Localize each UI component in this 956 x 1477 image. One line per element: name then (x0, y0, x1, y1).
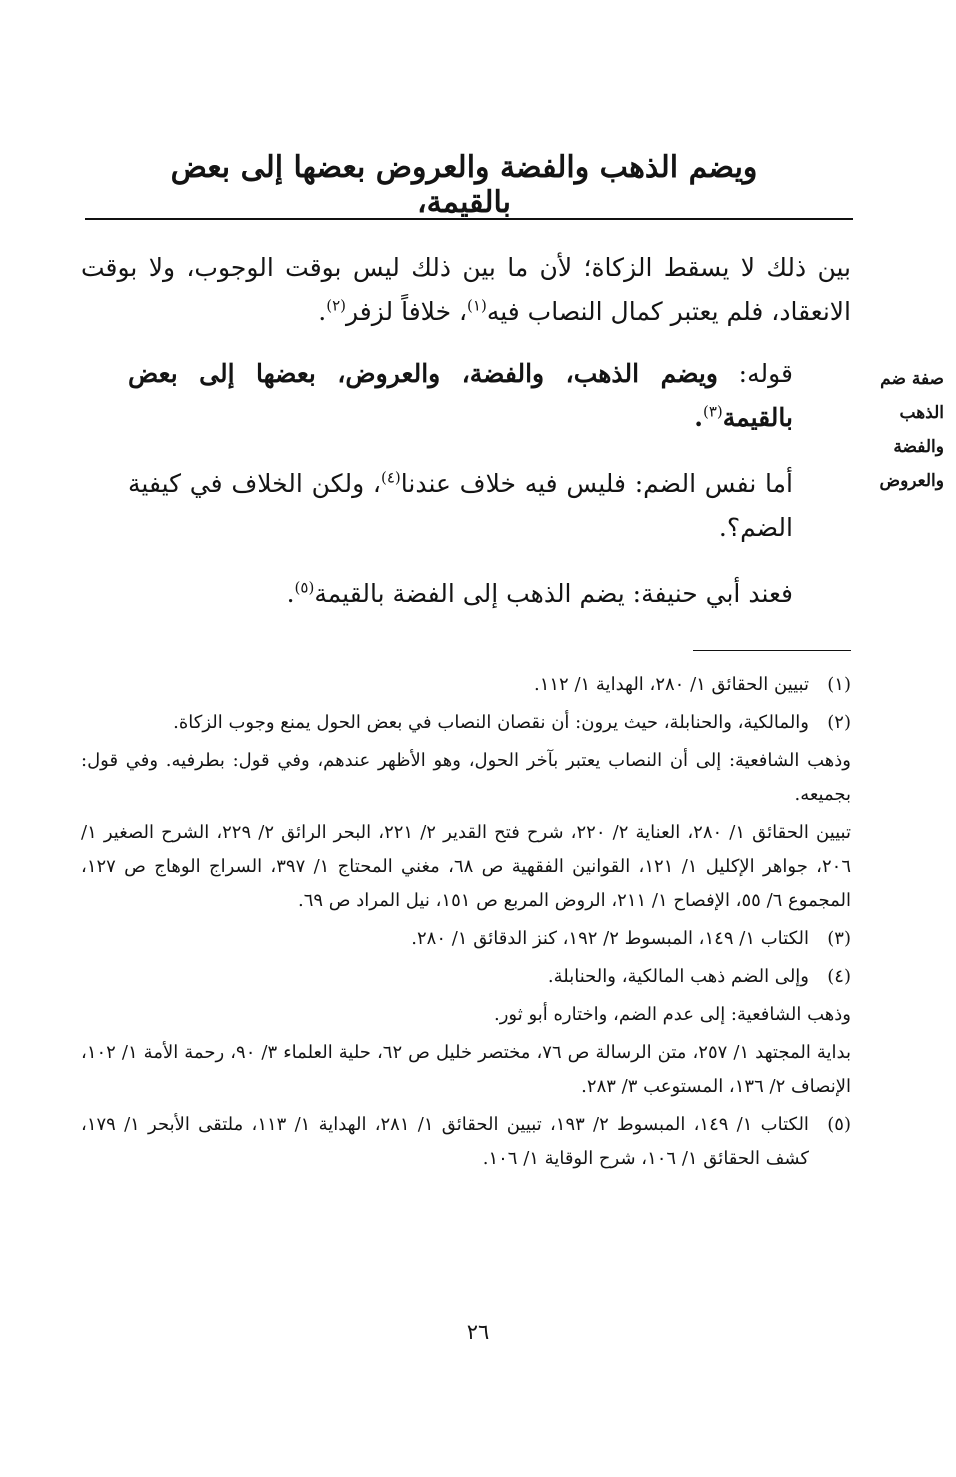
footnote-text: الكتاب ١/ ١٤٩، المبسوط ٢/ ١٩٣، تبيين الحقائق ١/ ٢٨١، الهداية ١/ ١١٣، ملتقى الأبحر ١/ ١٧٩، كشف الحقائق ١/ ١٠٦، شرح الوقاية ١/ ١٠٦. (81, 1114, 809, 1169)
footnote-text: بداية المجتهد ١/ ٢٥٧، متن الرسالة ص ٧٦، مختصر خليل ص ٦٢، حلية العلماء ٣/ ٩٠، رحمة الأمة ١/ ١٠٢، الإنصاف ٢/ ١٣٦، المستوعب ٣/ ٢٨٣. (81, 1042, 852, 1097)
margin-note (859, 362, 944, 498)
footnote-text: وذهب الشافعية: إلى عدم الضم، واختاره أبو ثور. (494, 1004, 851, 1025)
margin-note-line: والفضة (893, 437, 944, 457)
quote-lead: قوله: (717, 359, 793, 388)
margin-note-line: الذهب (899, 403, 944, 423)
footnote-ref[interactable]: (٣) (702, 402, 723, 421)
footnote-number: (٥) (827, 1114, 851, 1135)
footnote-item (81, 960, 851, 994)
page-number: ٢٦ (466, 1320, 490, 1344)
footnote-text: وإلى الضم ذهب المالكية، والحنابلة. (547, 966, 809, 987)
header-rule (85, 218, 853, 220)
footnote-text: تبيين الحقائق ١/ ٢٨٠، العناية ٢/ ٢٢٠، شرح فتح القدير ٢/ ٢٢١، البحر الرائق ٢/ ٢٢٩، الشرح الصغير ١/ ٢٠٦، جواهر الإكليل ١/ ١٢١، القوانين الفقهية ص ٦٨، مغني المحتاج ١/ ٣٩٧، السراج الوهاج ص ١٢٧، المجموع ٦/ ٥٥، الإفصاح ١/ ٢١١، الروض المربع ص ١٥١، نيل المراد ص ٦٩. (81, 822, 852, 911)
matn-quote: ويضم الذهب، والفضة، والعروض، بعضها إلى بعض بالقيمة (128, 359, 793, 432)
footnote-number: (٣) (827, 928, 851, 949)
footnote-item (81, 1108, 851, 1176)
margin-note-line: صفة ضم (880, 369, 944, 389)
footnote-number: (٢) (827, 712, 851, 733)
footnote-number: (١) (827, 674, 851, 695)
body-paragraph-4: فعند أبي حنيفة: يضم الذهب إلى الفضة بالقيمة$^{(٥)}$. (286, 578, 793, 608)
margin-note-line: والعروض (879, 471, 944, 491)
section-header: ويضم الذهب والفضة والعروض بعضها إلى بعض بالقيمة، (170, 150, 758, 220)
footnote-ref[interactable]: (٢) (326, 296, 346, 315)
footnote-ref[interactable]: (٥) (294, 578, 315, 597)
footnote-item (81, 922, 851, 956)
body-paragraph-3: أما نفس الضم: فليس فيه خلاف عندنا$^{(٤)}$، ولكن الخلاف في كيفية الضم؟. (128, 468, 793, 542)
footnote-text: تبيين الحقائق ١/ ٢٨٠، الهداية ١/ ١١٢. (533, 674, 809, 695)
body-paragraph-2: قوله: ويضم الذهب، والفضة، والعروض، بعضها إلى بعض بالقيمة$^{(٣)}$. (128, 359, 793, 432)
footnote-text: الكتاب ١/ ١٤٩، المبسوط ٢/ ١٩٢، كنز الدقائق ١/ ٢٨٠. (411, 928, 809, 949)
footnote-ref[interactable]: (٤) (380, 468, 401, 487)
body-paragraph-1: بين ذلك لا يسقط الزكاة؛ لأن ما بين ذلك ليس بوقت الوجوب، ولا بوقت الانعقاد، فلم يعتبر كمال النصاب فيه$^{(١)}$، خلافاً لزفر$^{(٢)}$. (81, 253, 851, 326)
footnote-number: (٤) (827, 966, 851, 987)
footnote-item (81, 668, 851, 702)
footnote-text: وذهب الشافعية: إلى أن النصاب يعتبر بآخر الحول، وهو الأظهر عندهم، وفي قول: بطرفيه. وفي قول: بجميعه. (81, 750, 851, 805)
footnote-item (81, 706, 851, 740)
footnote-text: والمالكية، والحنابلة، حيث يرون: أن نقصان النصاب في بعض الحول يمنع وجوب الزكاة. (173, 712, 809, 733)
footnote-separator (693, 650, 851, 651)
footnote-ref[interactable]: (١) (467, 296, 487, 315)
footnotes (81, 668, 851, 1180)
